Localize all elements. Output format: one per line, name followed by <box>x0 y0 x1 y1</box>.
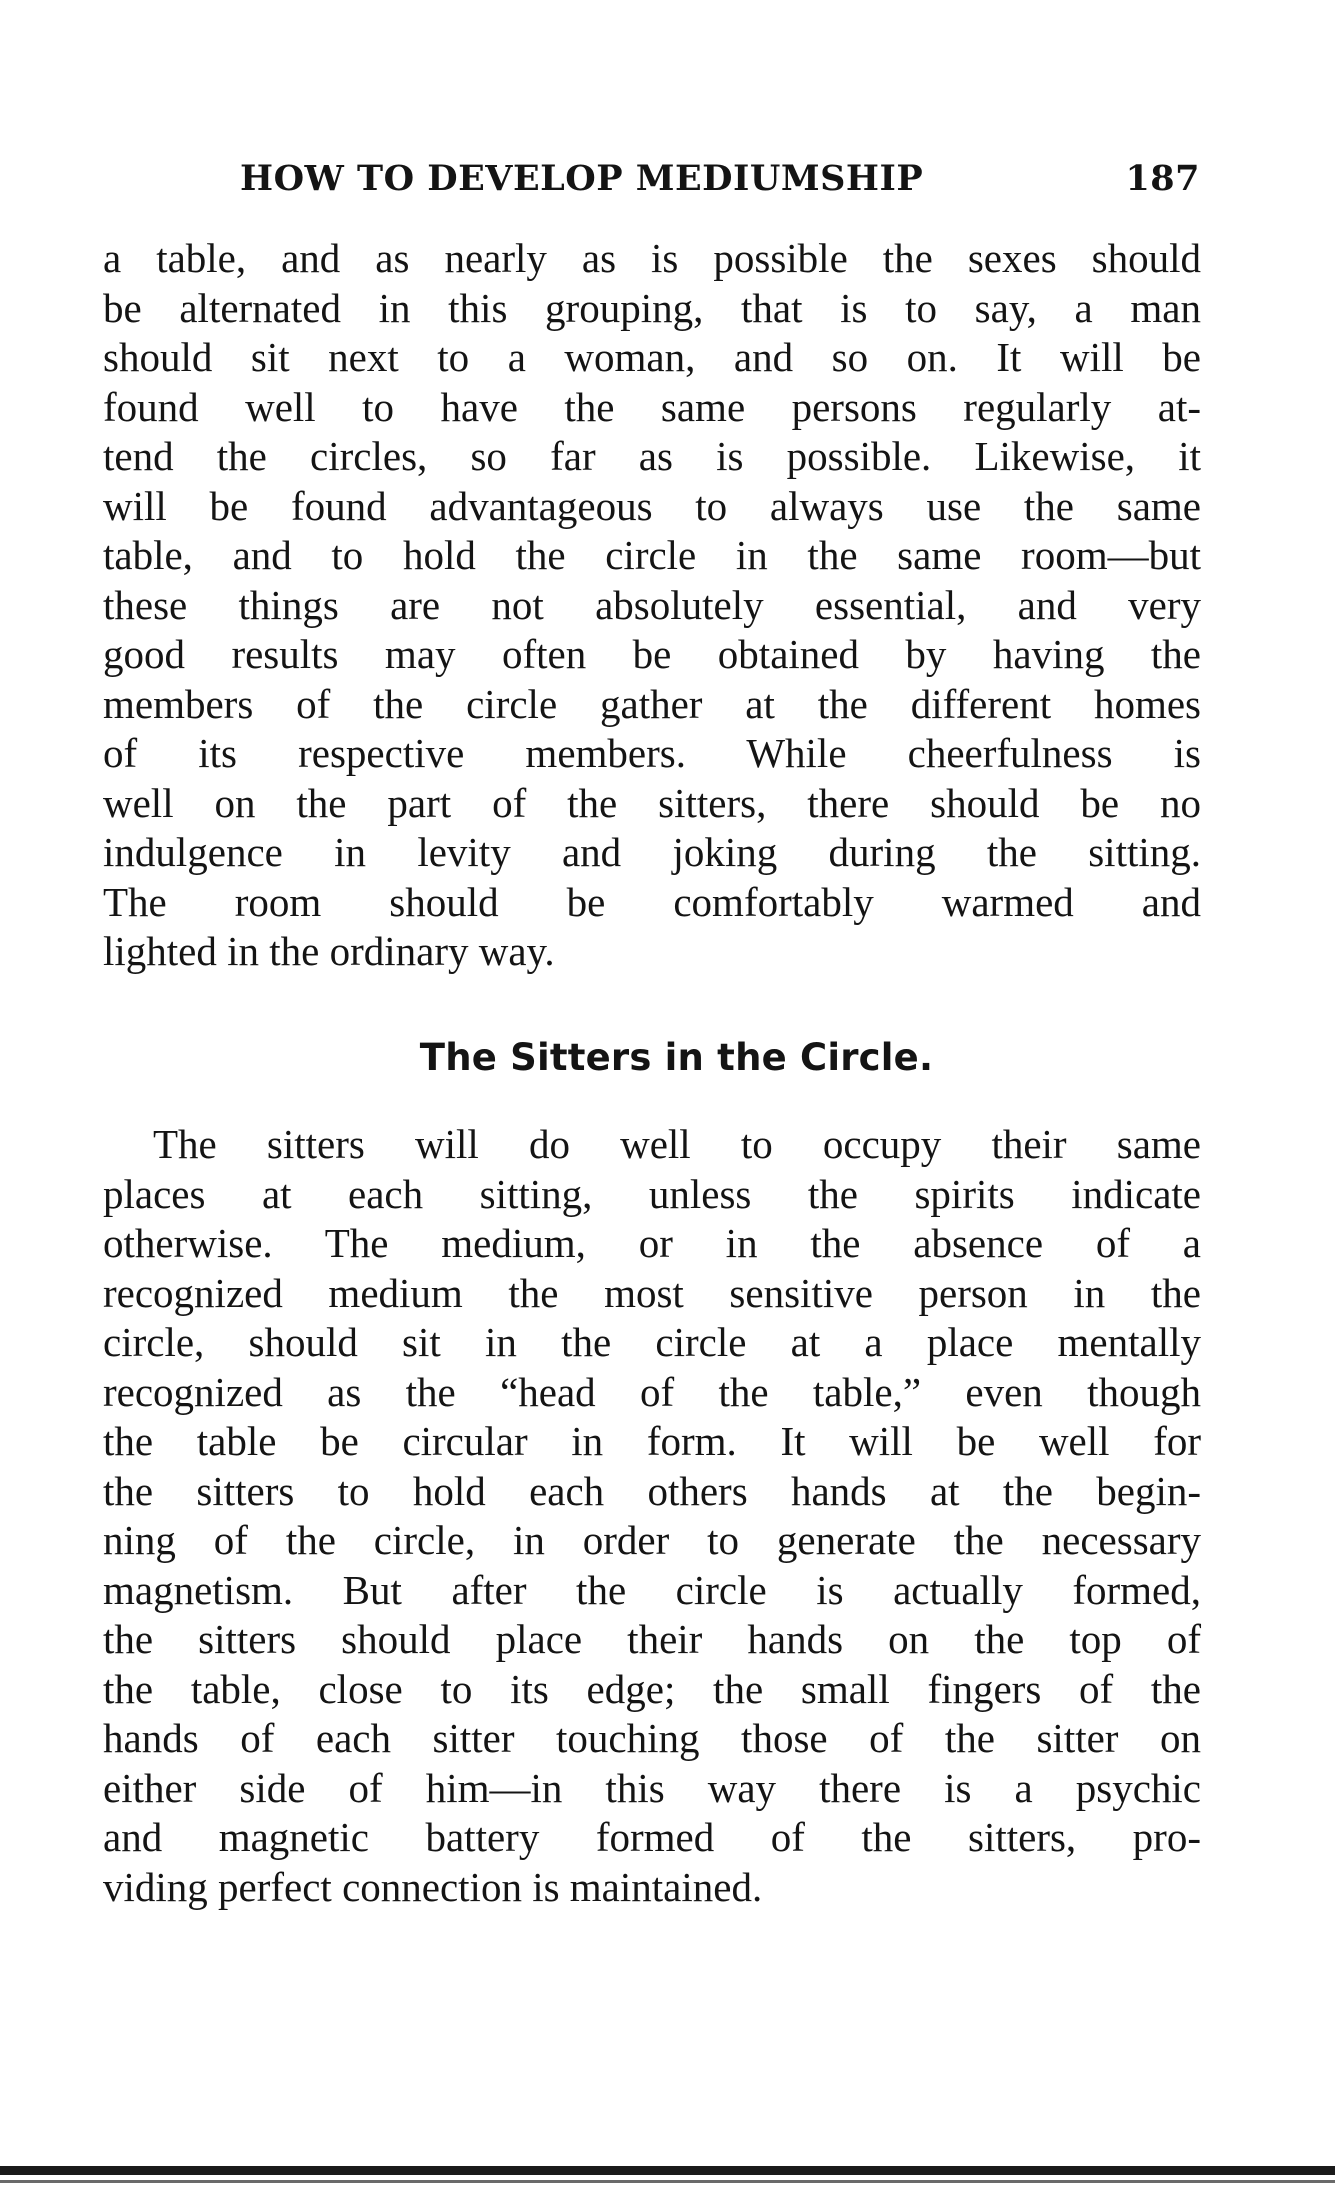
text-line: hands of each sitter touching those of the sitter on <box>103 1715 1201 1761</box>
text-line: viding perfect connection is maintained. <box>103 1863 763 1910</box>
text-line: well on the part of the sitters, there should be no <box>103 779 1201 826</box>
text-line: ning of the circle, in order to generate the necessary <box>103 1517 1201 1563</box>
text-line: The sitters will do well to occupy their same <box>153 1121 1201 1167</box>
text-line: indulgence in levity and joking during the sitting. <box>103 829 1201 875</box>
text-line: these things are not absolutely essential, and very <box>103 581 1201 628</box>
text-line: be alternated in this grouping, that is to say, a man <box>103 284 1201 331</box>
text-line: the table be circular in form. It will be well for <box>103 1418 1201 1464</box>
text-line: magnetism. But after the circle is actually formed, <box>103 1566 1201 1613</box>
text-line: circle, should sit in the circle at a place mentally <box>103 1319 1201 1365</box>
running-title: HOW TO DEVELOP MEDIUMSHIP <box>240 158 924 199</box>
text-line: the table, close to its edge; the small fingers of the <box>103 1665 1201 1712</box>
text-line: otherwise. The medium, or in the absence of a <box>103 1220 1201 1266</box>
text-line: places at each sitting, unless the spirits indicate <box>103 1170 1201 1217</box>
text-line: the sitters should place their hands on the top of <box>103 1616 1201 1662</box>
paragraph-2 <box>103 1120 1201 1912</box>
page-number: 187 <box>1125 158 1200 199</box>
text-line: a table, and as nearly as is possible the sexes should <box>103 235 1201 281</box>
text-line: and magnetic battery formed of the sitters, pro- <box>103 1814 1201 1860</box>
text-line: recognized as the “head of the table,” even though <box>103 1368 1201 1415</box>
section-heading: The Sitters in the Circle. <box>419 1036 934 1079</box>
text-line: members of the circle gather at the different homes <box>103 680 1201 727</box>
text-line: table, and to hold the circle in the same room—but <box>103 532 1201 578</box>
text-line: should sit next to a woman, and so on. It will be <box>103 334 1201 380</box>
text-line: The room should be comfortably warmed and <box>103 878 1201 925</box>
paragraph-1 <box>103 234 1201 977</box>
bottom-rule-thin <box>0 2180 1335 2183</box>
text-line: lighted in the ordinary way. <box>103 928 555 974</box>
bottom-rule <box>0 2166 1335 2175</box>
text-line: of its respective members. While cheerfulness is <box>103 730 1201 776</box>
text-line: the sitters to hold each others hands at the begin- <box>103 1467 1201 1514</box>
running-head <box>240 158 1200 206</box>
text-line: will be found advantageous to always use the same <box>103 482 1201 529</box>
text-line: good results may often be obtained by having the <box>103 631 1201 677</box>
text-line: recognized medium the most sensitive person in the <box>103 1269 1201 1316</box>
text-line: tend the circles, so far as is possible. Likewise, it <box>103 433 1201 479</box>
text-line: either side of him—in this way there is a psychic <box>103 1764 1201 1811</box>
text-line: found well to have the same persons regularly at- <box>103 383 1201 430</box>
